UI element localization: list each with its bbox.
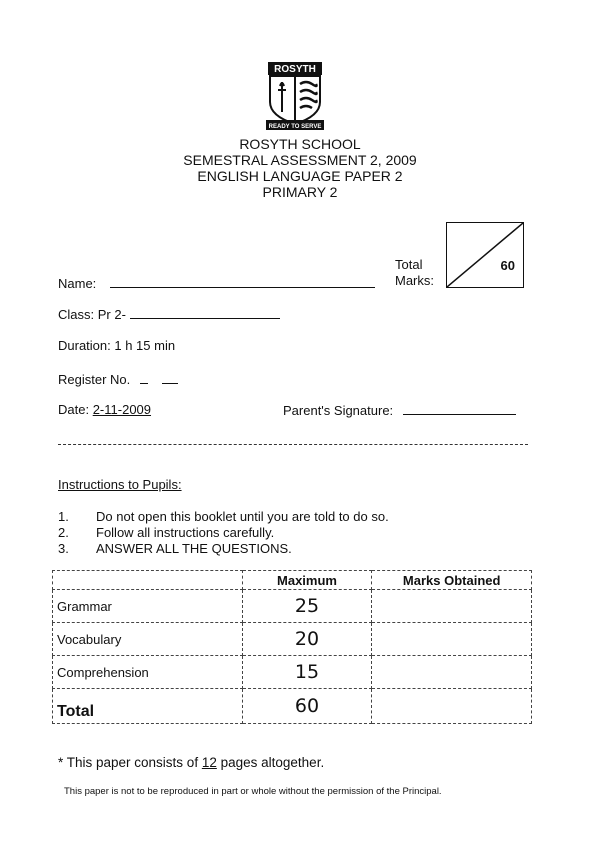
copyright-notice: This paper is not to be reproduced in part or whole without the permission of the Principal. [64, 786, 442, 797]
class-field[interactable] [58, 306, 280, 322]
school-name: ROSYTH SCHOOL [239, 136, 361, 152]
obtained-cell[interactable] [372, 689, 532, 724]
assessment-title: SEMESTRAL ASSESSMENT 2, 2009 [183, 152, 417, 168]
page-count-note [58, 755, 324, 770]
table-row [53, 689, 532, 724]
max-cell: 20 [242, 623, 372, 656]
crest-banner-text: ROSYTH [274, 64, 316, 75]
total-marks-label [395, 257, 434, 289]
parent-signature-label: Parent's Signature: [283, 403, 394, 418]
instruction-item [58, 541, 389, 557]
total-label-line2: Marks: [395, 273, 434, 288]
register-field[interactable] [58, 371, 178, 387]
instruction-text: ANSWER ALL THE QUESTIONS. [96, 541, 292, 556]
divider [58, 444, 528, 445]
diagonal-slash [447, 223, 523, 287]
section-cell: Vocabulary [53, 623, 243, 656]
page-count: 12 [201, 755, 217, 770]
total-label-line1: Total [395, 257, 423, 272]
instruction-num: 1. [58, 509, 69, 524]
date-label: Date: [58, 402, 90, 417]
register-line-2[interactable] [162, 371, 178, 384]
date-field [58, 402, 151, 417]
name-line[interactable] [110, 275, 375, 288]
section-cell: Grammar [53, 590, 243, 623]
crest-motto-text: READY TO SERVE [268, 124, 322, 130]
section-cell: Total [53, 689, 243, 724]
class-label: Class: [58, 307, 95, 322]
obtained-cell[interactable] [372, 590, 532, 623]
table-header-cell: Marks Obtained [372, 571, 532, 590]
class-value: Pr 2- [97, 307, 126, 322]
section-cell: Comprehension [53, 656, 243, 689]
obtained-cell[interactable] [372, 623, 532, 656]
instruction-text: Do not open this booklet until you are told to do so. [96, 509, 389, 524]
instructions-title: Instructions to Pupils: [58, 477, 182, 492]
instruction-item [58, 509, 389, 525]
school-crest [262, 60, 328, 132]
instruction-text: Follow all instructions carefully. [96, 525, 275, 540]
max-cell: 15 [242, 656, 372, 689]
parent-signature-field[interactable] [283, 402, 516, 418]
table-header-cell [53, 571, 243, 590]
register-label: Register No. [58, 372, 131, 387]
obtained-cell[interactable] [372, 656, 532, 689]
class-line[interactable] [130, 306, 280, 319]
duration-text: Duration: 1 h 15 min [58, 338, 176, 353]
instruction-num: 3. [58, 541, 69, 556]
name-label: Name: [58, 276, 97, 291]
table-row [53, 656, 532, 689]
table-row [53, 590, 532, 623]
table-header-row [53, 571, 532, 590]
max-cell: 25 [242, 590, 372, 623]
table-row [53, 623, 532, 656]
instruction-num: 2. [58, 525, 69, 540]
footnote-suffix: pages altogether. [216, 755, 325, 770]
level-title: PRIMARY 2 [262, 184, 338, 200]
register-line-1[interactable] [140, 371, 148, 384]
max-cell: 60 [242, 689, 372, 724]
paper-title: ENGLISH LANGUAGE PAPER 2 [197, 168, 403, 184]
marks-table [52, 570, 532, 724]
school-crest-icon [262, 60, 328, 132]
total-marks-box[interactable] [446, 222, 524, 288]
footnote-prefix: * This paper consists of [58, 755, 202, 770]
name-field[interactable] [58, 275, 375, 291]
total-marks-value: 60 [500, 258, 515, 273]
parent-signature-line[interactable] [403, 402, 516, 415]
instruction-item [58, 525, 389, 541]
paper-header [0, 136, 600, 200]
instructions-list [58, 509, 389, 557]
date-value: 2-11-2009 [92, 402, 152, 417]
table-header-cell: Maximum [242, 571, 372, 590]
